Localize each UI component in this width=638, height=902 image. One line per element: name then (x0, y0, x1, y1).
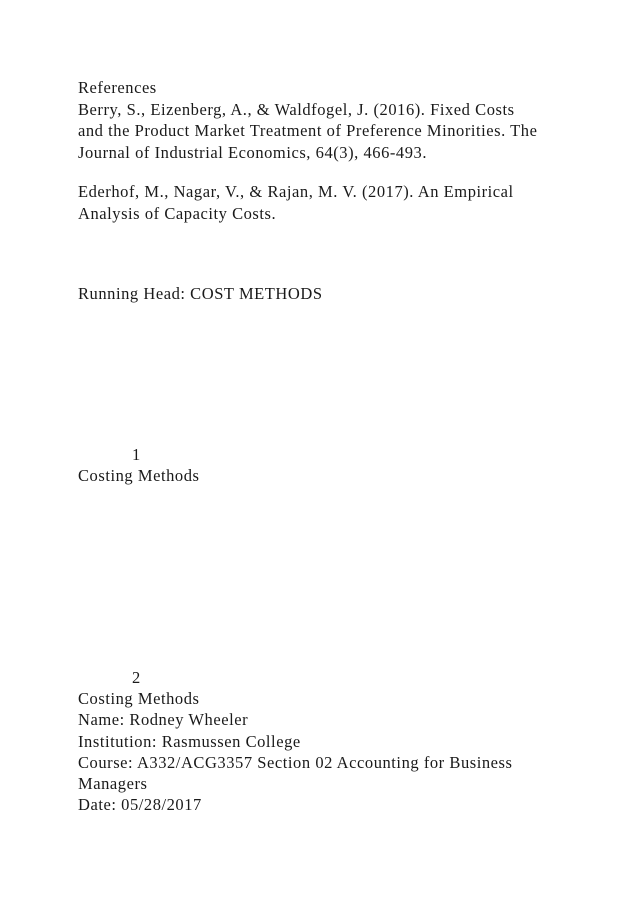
date: Date: 05/28/2017 (78, 795, 202, 814)
page-2-title: Costing Methods (78, 689, 200, 708)
course-line-2: Managers (78, 774, 148, 793)
references-heading: References (78, 78, 157, 97)
reference-2-line-2: Analysis of Capacity Costs. (78, 204, 277, 223)
page-number-2: 2 (132, 668, 141, 687)
reference-1-line-2: and the Product Market Treatment of Preference Minorities. The (78, 121, 538, 140)
reference-1-line-3: Journal of Industrial Economics, 64(3), 466-493. (78, 143, 428, 162)
institution: Institution: Rasmussen College (78, 732, 301, 751)
author-name: Name: Rodney Wheeler (78, 710, 249, 729)
page-1-title: Costing Methods (78, 466, 200, 485)
reference-2-line-1: Ederhof, M., Nagar, V., & Rajan, M. V. (2017). An Empirical (78, 182, 514, 201)
page-number-1: 1 (132, 445, 141, 464)
course-line-1: Course: A332/ACG3357 Section 02 Accounting for Business (78, 753, 513, 772)
running-head: Running Head: COST METHODS (78, 284, 323, 303)
reference-1-line-1: Berry, S., Eizenberg, A., & Waldfogel, J. (2016). Fixed Costs (78, 100, 515, 119)
